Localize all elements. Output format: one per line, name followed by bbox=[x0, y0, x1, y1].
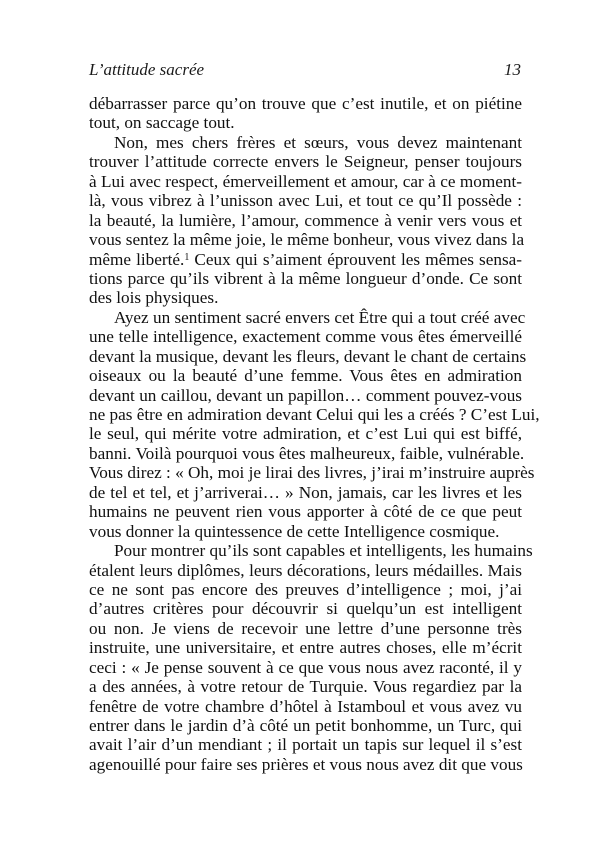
text-line: devant un caillou, devant un papillon… comment pouvez-vous bbox=[89, 385, 522, 405]
paragraph bbox=[89, 94, 522, 133]
footnote-marker[interactable]: 1 bbox=[184, 251, 190, 263]
text-line: instruite, une universitaire, et entre autres choses, elle m’écrit bbox=[89, 638, 522, 658]
text-line: oiseaux ou la beauté d’une femme. Vous êtes en admiration bbox=[89, 366, 522, 386]
running-title: L’attitude sacrée bbox=[89, 60, 205, 79]
body-text bbox=[89, 94, 540, 774]
paragraph bbox=[89, 307, 540, 541]
text-line: une telle intelligence, exactement comme vous êtes émerveillé bbox=[89, 327, 522, 347]
text-line: la beauté, la lumière, l’amour, commence à venir vers vous et bbox=[89, 210, 522, 230]
text-line: le seul, qui mérite votre admiration, et c’est Lui qui est biffé, bbox=[89, 424, 522, 444]
text-line: trouver l’attitude correcte envers le Seigneur, penser toujours bbox=[89, 152, 522, 172]
text-line: avait l’air d’un mendiant ; il portait un tapis sur lequel il s’est bbox=[89, 735, 522, 755]
text-line: à Lui avec respect, émerveillement et amour, car à ce moment- bbox=[89, 171, 522, 191]
text-line: Vous direz : « Oh, moi je lirai des livres, j’irai m’instruire auprès bbox=[89, 463, 535, 483]
text-line: débarrasser parce qu’on trouve que c’est inutile, et on piétine bbox=[89, 94, 522, 113]
text-line: des lois physiques. bbox=[89, 288, 219, 308]
text-line: Ayez un sentiment sacré envers cet Être qui a tout créé avec bbox=[114, 307, 526, 327]
text-line: a des années, à votre retour de Turquie. Vous regardiez par la bbox=[89, 677, 522, 697]
text-line: ne pas être en admiration devant Celui qui les a créés ? C’est Lui, bbox=[89, 405, 540, 424]
text-line: humains ne peuvent rien vous apporter à côté de ce que peut bbox=[89, 502, 522, 522]
text-line: Pour montrer qu’ils sont capables et intelligents, les humains bbox=[114, 541, 533, 561]
text-line: agenouillé pour faire ses prières et vous nous avez dit que vous bbox=[89, 754, 523, 774]
text-line: là, vous vibrez à l’unisson avec Lui, et tout ce qu’Il possède : bbox=[89, 191, 522, 211]
text-line: étalent leurs diplômes, leurs décorations, leurs médailles. Mais bbox=[89, 560, 522, 580]
text-line: ceci : « Je pense souvent à ce que vous nous avez raconté, il y bbox=[89, 657, 522, 677]
text-line: ou non. Je viens de recevoir une lettre d’une personne très bbox=[89, 618, 522, 638]
text-line: entrer dans le jardin d’à côté un petit bonhomme, un Turc, qui bbox=[89, 716, 522, 735]
text-line: vous sentez la même joie, le même bonheur, vous vivez dans la bbox=[89, 230, 525, 250]
text-line: banni. Voilà pourquoi vous êtes malheureux, faible, vulnérable. bbox=[89, 443, 525, 463]
running-header bbox=[89, 60, 521, 82]
text-line: même liberté.$^1$ Ceux qui s’aiment éprouvent les mêmes sensa- bbox=[89, 249, 522, 269]
text-line: Non, mes chers frères et sœurs, vous devez maintenant bbox=[114, 132, 522, 152]
text-line: d’autres critères pour découvrir si quelqu’un est intelligent bbox=[89, 599, 522, 619]
text-line: tout, on saccage tout. bbox=[89, 113, 235, 133]
text-line: ce ne sont pas encore des preuves d’intelligence ; moi, j’ai bbox=[89, 579, 522, 599]
page-number: 13 bbox=[504, 60, 521, 79]
text-line: vous donner la quintessence de cette Intelligence cosmique. bbox=[89, 521, 500, 541]
text-line: devant la musique, devant les fleurs, devant le chant de certains bbox=[89, 346, 527, 366]
text-line: fenêtre de votre chambre d’hôtel à Istamboul et vous avez vu bbox=[89, 696, 522, 716]
paragraph bbox=[89, 541, 533, 774]
paragraph bbox=[89, 132, 525, 308]
text-line: tions parce qu’ils vibrent à la même longueur d’onde. Ce sont bbox=[89, 268, 522, 288]
text-line: de tel et tel, et j’arriverai… » Non, jamais, car les livres et les bbox=[89, 482, 522, 502]
